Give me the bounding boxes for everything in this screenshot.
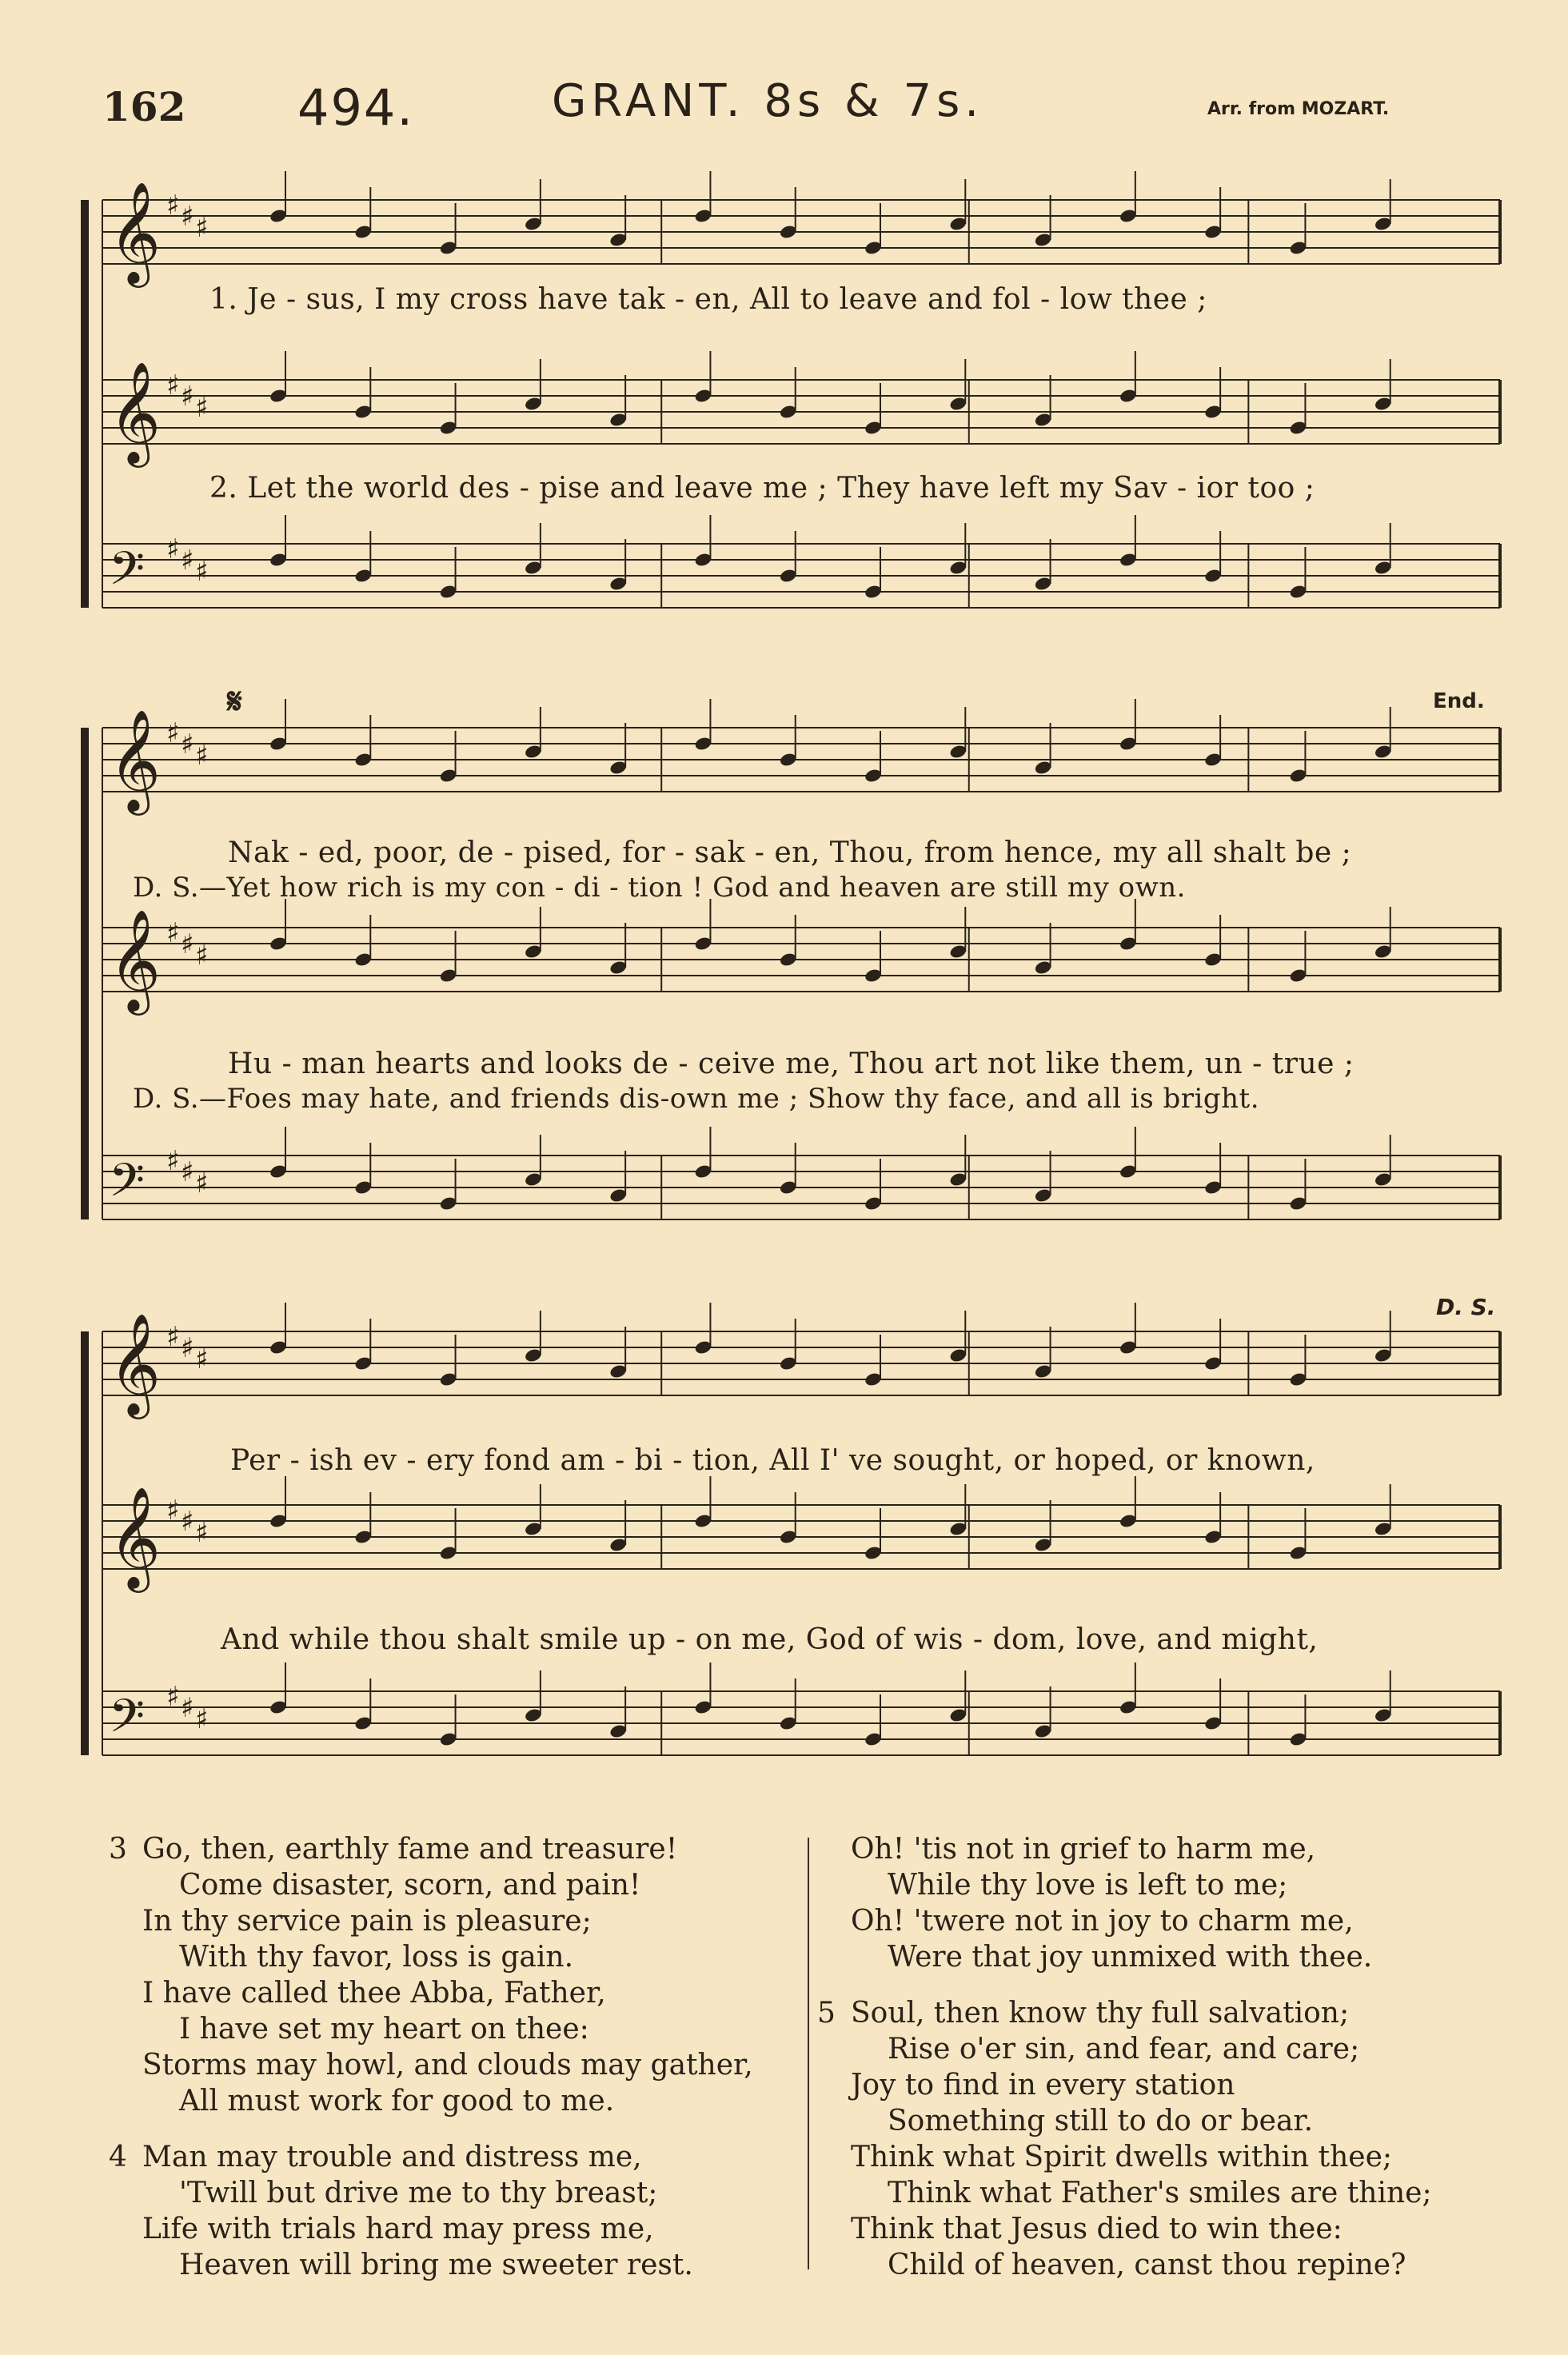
staff-system-1 (80, 168, 1511, 632)
verse-line: Were that joy unmixed with thee. (888, 1941, 1373, 1974)
music-system-2 (80, 688, 1511, 1247)
stanza-5 (817, 1995, 1432, 2283)
sharp-sign: ♯ (181, 381, 194, 413)
sharp-sign: ♯ (166, 369, 180, 401)
page-header (0, 74, 1568, 138)
end-label: End. (1433, 689, 1485, 713)
verses-right-column (817, 1831, 1432, 2303)
verse-line: With thy favor, loss is gain. (179, 1941, 574, 1974)
stanza-4 (109, 2139, 753, 2283)
column-divider (808, 1838, 809, 2269)
sharp-sign: ♯ (166, 1495, 180, 1527)
verse-line: In thy service pain is pleasure; (142, 1905, 592, 1938)
verse-line: Life with trials hard may press me, (142, 2213, 654, 2245)
verses-left-column (109, 1831, 753, 2303)
sharp-sign: ♯ (195, 1517, 209, 1549)
sharp-sign: ♯ (181, 1692, 194, 1724)
sharp-sign: ♯ (166, 533, 180, 565)
sharp-sign: ♯ (166, 1321, 180, 1353)
treble-clef: 𝄞 (109, 1312, 162, 1415)
lyric-line-ds-1: D. S.—Yet how rich is my con - di - tion ! God and heaven are still my own. (133, 872, 1186, 904)
verse-line: Think what Father's smiles are thine; (888, 2177, 1432, 2209)
verse-line: Oh! 'twere not in joy to charm me, (851, 1905, 1354, 1938)
sharp-sign: ♯ (195, 556, 209, 588)
verse-number: 4 (109, 2141, 127, 2173)
sharp-sign: ♯ (181, 728, 194, 760)
music-system-3 (80, 1295, 1511, 1791)
sharp-sign: ♯ (181, 201, 194, 233)
sharp-sign: ♯ (181, 545, 194, 577)
lyric-line-refrain-1: Nak - ed, poor, de - pised, for - sak - en, Thou, from hence, my all shalt be ; (228, 836, 1352, 869)
treble-clef: 𝄞 (109, 1486, 162, 1588)
sharp-sign: ♯ (166, 1145, 180, 1177)
verse-line: Child of heaven, canst thou repine? (888, 2249, 1406, 2281)
sharp-sign: ♯ (181, 928, 194, 960)
page-number: 162 (102, 83, 186, 130)
sharp-sign: ♯ (195, 212, 209, 244)
verse-line: Joy to find in every station (851, 2069, 1235, 2102)
hymn-number: 494. (297, 78, 415, 137)
verse-number: 5 (817, 1997, 836, 2030)
tune-name: GRANT. 8s & 7s. (552, 75, 984, 127)
staff-system-2 (80, 688, 1511, 1247)
sharp-sign: ♯ (181, 1506, 194, 1538)
verse-line: Storms may howl, and clouds may gather, (142, 2049, 753, 2082)
verse-line: Man may trouble and distress me, (142, 2141, 642, 2173)
verse-line: Rise o'er sin, and fear, and care; (888, 2033, 1360, 2066)
verse-line: 'Twill but drive me to thy breast; (179, 2177, 658, 2209)
bass-clef: 𝄢 (109, 1689, 146, 1754)
verse-line: I have called thee Abba, Father, (142, 1977, 606, 2010)
treble-clef: 𝄞 (109, 361, 162, 463)
treble-clef: 𝄞 (109, 908, 162, 1011)
sharp-sign: ♯ (166, 717, 180, 749)
verse-line: I have set my heart on thee: (179, 2013, 589, 2046)
lyric-line-refrain-2: Hu - man hearts and looks de - ceive me, Thou art not like them, un - true ; (228, 1048, 1355, 1080)
bass-clef: 𝄢 (109, 1153, 146, 1219)
verse-line: Soul, then know thy full salvation; (851, 1997, 1350, 2030)
verse-line: Heaven will bring me sweeter rest. (179, 2249, 693, 2281)
sharp-sign: ♯ (166, 1681, 180, 1713)
staff-system-3 (80, 1295, 1511, 1791)
verse-line: Think what Spirit dwells within thee; (851, 2141, 1393, 2173)
verse-number: 3 (109, 1833, 127, 1866)
sharp-sign: ♯ (195, 1703, 209, 1735)
verse-line: Oh! 'tis not in grief to harm me, (851, 1833, 1316, 1866)
additional-verses (0, 1831, 1568, 2279)
verse-line: Go, then, earthly fame and treasure! (142, 1833, 678, 1866)
sharp-sign: ♯ (195, 740, 209, 772)
verse-line: Think that Jesus died to win thee: (851, 2213, 1343, 2245)
stanza-4-continued (851, 1831, 1432, 1975)
verse-line: Come disaster, scorn, and pain! (179, 1869, 641, 1902)
lyric-line-3a: Per - ish ev - ery fond am - bi - tion, All I' ve sought, or hoped, or known, (230, 1444, 1315, 1477)
segno-sign: 𝄋 (227, 681, 242, 722)
stanza-3 (109, 1831, 753, 2119)
treble-clef: 𝄞 (109, 708, 162, 811)
sharp-sign: ♯ (181, 1156, 194, 1188)
verse-line: All must work for good to me. (179, 2085, 615, 2118)
ds-label: D. S. (1436, 1294, 1496, 1320)
sharp-sign: ♯ (166, 190, 180, 222)
verse-line: While thy love is left to me; (888, 1869, 1288, 1902)
sharp-sign: ♯ (166, 917, 180, 949)
music-system-1 (80, 168, 1511, 632)
sharp-sign: ♯ (195, 1343, 209, 1375)
lyric-line-ds-2: D. S.—Foes may hate, and friends dis-own me ; Show thy face, and all is bright. (133, 1083, 1259, 1115)
lyric-line-verse-1: 1. Je - sus, I my cross have tak - en, All to leave and fol - low thee ; (209, 283, 1207, 316)
treble-clef: 𝄞 (109, 181, 162, 283)
sharp-sign: ♯ (195, 940, 209, 972)
lyric-line-3b: And while thou shalt smile up - on me, God of wis - dom, love, and might, (221, 1623, 1319, 1656)
sharp-sign: ♯ (195, 392, 209, 424)
lyric-line-verse-2: 2. Let the world des - pise and leave me ; They have left my Sav - ior too ; (209, 472, 1315, 505)
bass-clef: 𝄢 (109, 541, 146, 607)
sharp-sign: ♯ (181, 1332, 194, 1364)
sharp-sign: ♯ (195, 1168, 209, 1199)
verse-line: Something still to do or bear. (888, 2105, 1314, 2137)
composer-credit: Arr. from MOZART. (1207, 99, 1390, 119)
